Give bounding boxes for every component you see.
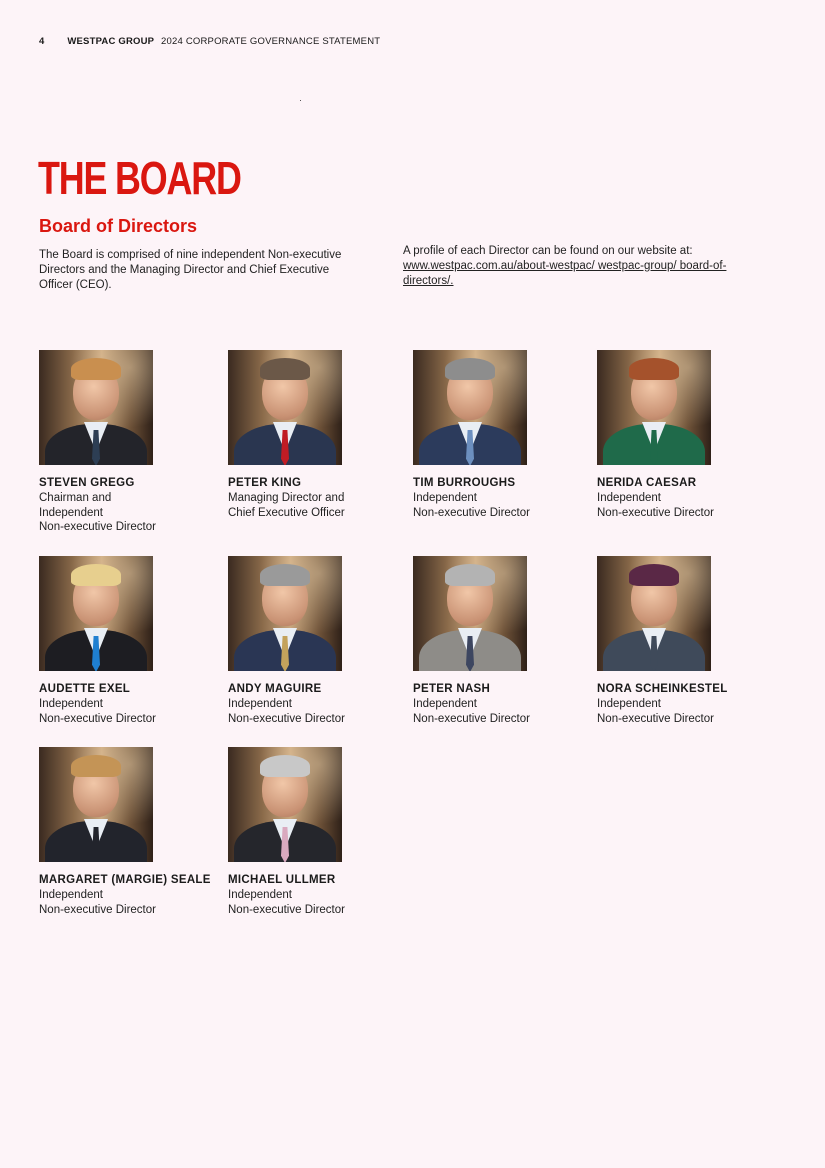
director-name: STEVEN GREGG <box>39 477 135 489</box>
director-role-line: Independent <box>228 698 292 710</box>
director-role-line: Non-executive Director <box>413 712 530 725</box>
director-card <box>228 747 413 917</box>
director-role-line: Non-executive Director <box>228 903 345 916</box>
section-subtitle: Board of Directors <box>39 216 198 236</box>
brand-name: WESTPAC GROUP <box>67 36 155 47</box>
director-name: MARGARET (MARGIE) SEALE <box>39 874 211 886</box>
director-name: NERIDA CAESAR <box>597 477 697 489</box>
director-name: NORA SCHEINKESTEL <box>597 683 728 695</box>
director-name: MICHAEL ULLMER <box>228 874 336 886</box>
director-name: ANDY MAGUIRE <box>228 683 322 695</box>
director-card <box>39 556 224 726</box>
director-role-line: Chairman and <box>39 492 112 504</box>
director-role-line: Independent <box>228 889 292 901</box>
director-role-line: Non-executive Director <box>413 506 530 519</box>
director-role-line: Non-executive Director <box>39 712 156 725</box>
director-card <box>39 747 224 917</box>
director-portrait-icon <box>228 747 342 862</box>
director-role-line: Non-executive Director <box>597 506 714 519</box>
page-header <box>39 36 380 47</box>
director-card <box>597 350 782 520</box>
director-portrait-icon <box>39 747 153 862</box>
director-name: TIM BURROUGHS <box>413 477 516 489</box>
director-role-line: Independent <box>39 889 103 901</box>
stray-dot <box>300 100 301 101</box>
director-portrait-icon <box>39 350 153 465</box>
board-directors-link[interactable]: www.westpac.com.au/about-westpac/ westpac-group/ board-of-directors/. <box>403 260 727 287</box>
director-role-line: Independent <box>413 698 477 710</box>
director-portrait-icon <box>597 350 711 465</box>
director-role-line: Independent <box>39 506 103 519</box>
director-portrait-icon <box>39 556 153 671</box>
page-number: 4 <box>39 36 45 47</box>
director-role-line: Non-executive Director <box>597 712 714 725</box>
director-card <box>413 350 598 520</box>
intro-paragraph: The Board is comprised of nine independent Non-executive Directors and the Managing Director and Chief Executive Officer (CEO). <box>39 249 342 291</box>
director-role-line: Independent <box>413 492 477 504</box>
director-role-line: Independent <box>597 492 661 504</box>
director-portrait-icon <box>228 350 342 465</box>
director-role-line: Managing Director and <box>228 492 345 504</box>
director-card <box>228 556 413 726</box>
director-card <box>413 556 598 726</box>
director-card <box>228 350 413 520</box>
director-portrait-icon <box>413 556 527 671</box>
director-name: AUDETTE EXEL <box>39 683 131 695</box>
director-role-line: Independent <box>39 698 103 710</box>
page-title: THE BOARD <box>38 152 241 204</box>
profile-paragraph <box>403 244 733 289</box>
director-card <box>39 350 224 535</box>
director-portrait-icon <box>228 556 342 671</box>
director-portrait-icon <box>413 350 527 465</box>
director-portrait-icon <box>597 556 711 671</box>
director-name: PETER NASH <box>413 683 491 695</box>
director-role-line: Independent <box>597 698 661 710</box>
director-name: PETER KING <box>228 477 302 489</box>
director-card <box>597 556 782 726</box>
director-role-line: Non-executive Director <box>39 521 156 533</box>
profile-text: A profile of each Director can be found on our website at: <box>403 245 693 257</box>
director-role-line: Non-executive Director <box>228 712 345 725</box>
director-role-line: Chief Executive Officer <box>228 506 345 519</box>
director-role-line: Non-executive Director <box>39 903 156 916</box>
document-title: 2024 CORPORATE GOVERNANCE STATEMENT <box>161 36 381 47</box>
